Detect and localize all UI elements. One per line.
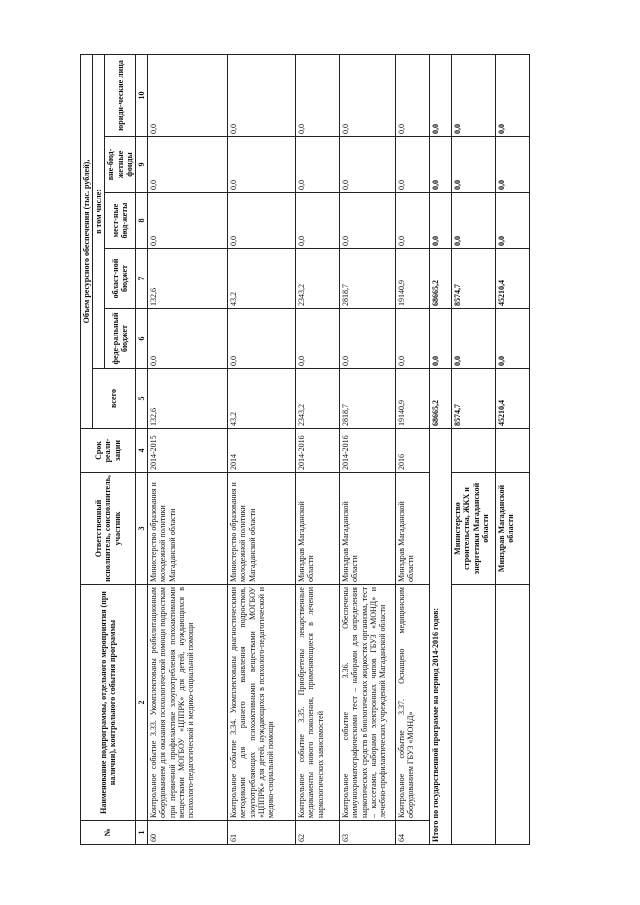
row-name: Контрольное событие 3.34. Укомплектованы диагностическими методиками для раннего выявления подростков, злоупотребляющих психоактивными веществами МОГБОУ «ЦППРК» для детей, нуждающихся в психолого-педагогической и медико-социальной помощи: [228, 585, 296, 821]
header-row-1: [81, 54, 93, 844]
row-executor: Минздрав Магаданской области: [340, 473, 396, 585]
row-total: 2343,2: [296, 369, 340, 429]
colnum: 4: [135, 429, 147, 473]
breakdown-executor: Минздрав Магаданской области: [496, 473, 530, 585]
breakdown-local: 0,0: [452, 193, 496, 249]
row-legal: 0,0: [340, 54, 396, 136]
column-number-row: [135, 54, 147, 844]
breakdown-federal: 0,0: [452, 309, 496, 369]
row-local: 0,0: [148, 193, 228, 249]
row-total: 2818,7: [340, 369, 396, 429]
total-federal: 0,0: [430, 309, 452, 369]
rotated-table-wrapper: [80, 55, 565, 845]
row-executor: Минздрав Магаданской области: [396, 473, 430, 585]
row-name: Контрольное событие 3.37. Оснащено медицинским оборудованием ГБУЗ «МОНД»: [396, 585, 430, 821]
row-federal: 0,0: [340, 309, 396, 369]
colnum: 10: [135, 54, 147, 136]
row-legal: 0,0: [148, 54, 228, 136]
breakdown-blank: [452, 429, 496, 473]
row-no: 60: [148, 821, 228, 845]
row-term: 2014-2016: [296, 429, 340, 473]
breakdown-executor: Министерство строительства, ЖКХ и энергетики Магаданской области: [452, 473, 496, 585]
header-funding: Объем ресурсного обеспечения (тыс. рублей),: [81, 54, 93, 428]
row-no: 62: [296, 821, 340, 845]
row-federal: 0,0: [296, 309, 340, 369]
row-no: 64: [396, 821, 430, 845]
total-total: 68665,2: [430, 369, 452, 429]
row-regional: 19140,9: [396, 249, 430, 309]
breakdown-regional: 8574,7: [452, 249, 496, 309]
breakdown-blank: [496, 429, 530, 473]
row-name: Контрольное событие 3.33. Укомплектованы реабилитационным оборудованием для оказания психологической помощи подросткам при первичной профилактике злоупотребления психоактивными веществами МОГБОУ «ЦППРК» для детей, нуждающихся в психолого-педагогической и медико-социальной помощи: [148, 585, 228, 821]
header-legal: юриди-ческие лица: [105, 54, 136, 136]
row-legal: 0,0: [228, 54, 296, 136]
row-executor: Министерство образования и молодежной политики Магаданской области: [148, 473, 228, 585]
row-offbudget: 0,0: [228, 137, 296, 193]
table-row: [340, 54, 396, 844]
breakdown-offbudget: 0,0: [496, 137, 530, 193]
row-no: 61: [228, 821, 296, 845]
breakdown-legal: 0,0: [452, 54, 496, 136]
breakdown-total: 8574,7: [452, 369, 496, 429]
row-term: 2014-2015: [148, 429, 228, 473]
header-offbudget: вне-бюд-жетные фонды: [105, 137, 136, 193]
row-name: Контрольное событие 3.35. Приобретены лекарственные медикаменты нового поколения, применяющиеся в лечении наркологических зависимостей: [296, 585, 340, 821]
colnum: 6: [135, 309, 147, 369]
row-legal: 0,0: [296, 54, 340, 136]
breakdown-total: 45210,4: [496, 369, 530, 429]
total-local: 0,0: [430, 193, 452, 249]
colnum: 3: [135, 473, 147, 585]
breakdown-local: 0,0: [496, 193, 530, 249]
header-local: мест-ные бюд-жеты: [105, 193, 136, 249]
total-label: Итого по государственной программе на период 2014-2016 годов:: [430, 429, 452, 845]
resource-table: [80, 54, 530, 845]
breakdown-blank: [496, 585, 530, 845]
row-term: 2016: [396, 429, 430, 473]
colnum: 1: [135, 821, 147, 845]
colnum: 8: [135, 193, 147, 249]
row-executor: Министерство образования и молодежной политики Магаданской области: [228, 473, 296, 585]
breakdown-row: [496, 54, 530, 844]
total-regional: 68665,2: [430, 249, 452, 309]
header-executor: Ответственный исполнитель, соисполнитель, участник: [81, 473, 136, 585]
row-local: 0,0: [340, 193, 396, 249]
total-legal: 0,0: [430, 54, 452, 136]
breakdown-blank: [452, 585, 496, 845]
row-regional: 2343,2: [296, 249, 340, 309]
colnum: 7: [135, 249, 147, 309]
breakdown-legal: 0,0: [496, 54, 530, 136]
header-federal: феде-ральный бюджет: [105, 309, 136, 369]
row-total: 132,6: [148, 369, 228, 429]
breakdown-offbudget: 0,0: [452, 137, 496, 193]
colnum: 5: [135, 369, 147, 429]
row-legal: 0,0: [396, 54, 430, 136]
colnum: 2: [135, 585, 147, 821]
row-local: 0,0: [296, 193, 340, 249]
breakdown-regional: 45210,4: [496, 249, 530, 309]
header-regional: област-ной бюджет: [105, 249, 136, 309]
row-offbudget: 0,0: [296, 137, 340, 193]
header-total: всего: [93, 369, 136, 429]
row-name: Контрольное событие 3.36. Обеспечены иммунохроматографическими тест – наборами для определения наркотических средств в биологических жидкостях организма, тест – кассетами, наборами электронных чипов ГБУЗ «МОНД» и лечебно-профилактических учреждений Магаданской области: [340, 585, 396, 821]
header-including: в том числе:: [93, 54, 105, 368]
header-name: Наименование подпрограммы, отдельного мероприятия (при наличии), контрольного события программы: [81, 585, 136, 821]
row-executor: Минздрав Магаданской области: [296, 473, 340, 585]
row-regional: 2818,7: [340, 249, 396, 309]
row-offbudget: 0,0: [148, 137, 228, 193]
row-total: 19140,9: [396, 369, 430, 429]
row-term: 2014-2016: [340, 429, 396, 473]
colnum: 9: [135, 137, 147, 193]
row-federal: 0,0: [396, 309, 430, 369]
total-offbudget: 0,0: [430, 137, 452, 193]
row-no: 63: [340, 821, 396, 845]
row-federal: 0,0: [148, 309, 228, 369]
row-regional: 43,2: [228, 249, 296, 309]
table-row: [228, 54, 296, 844]
total-row: [430, 54, 452, 844]
row-term: 2014: [228, 429, 296, 473]
row-total: 43,2: [228, 369, 296, 429]
header-term: Срок реали-зации: [81, 429, 136, 473]
row-federal: 0,0: [228, 309, 296, 369]
breakdown-row: [452, 54, 496, 844]
table-row: [296, 54, 340, 844]
row-regional: 132,6: [148, 249, 228, 309]
breakdown-federal: 0,0: [496, 309, 530, 369]
header-no: №: [81, 821, 136, 845]
row-offbudget: 0,0: [396, 137, 430, 193]
row-local: 0,0: [228, 193, 296, 249]
row-offbudget: 0,0: [340, 137, 396, 193]
table-row: [396, 54, 430, 844]
table-row: [148, 54, 228, 844]
row-local: 0,0: [396, 193, 430, 249]
